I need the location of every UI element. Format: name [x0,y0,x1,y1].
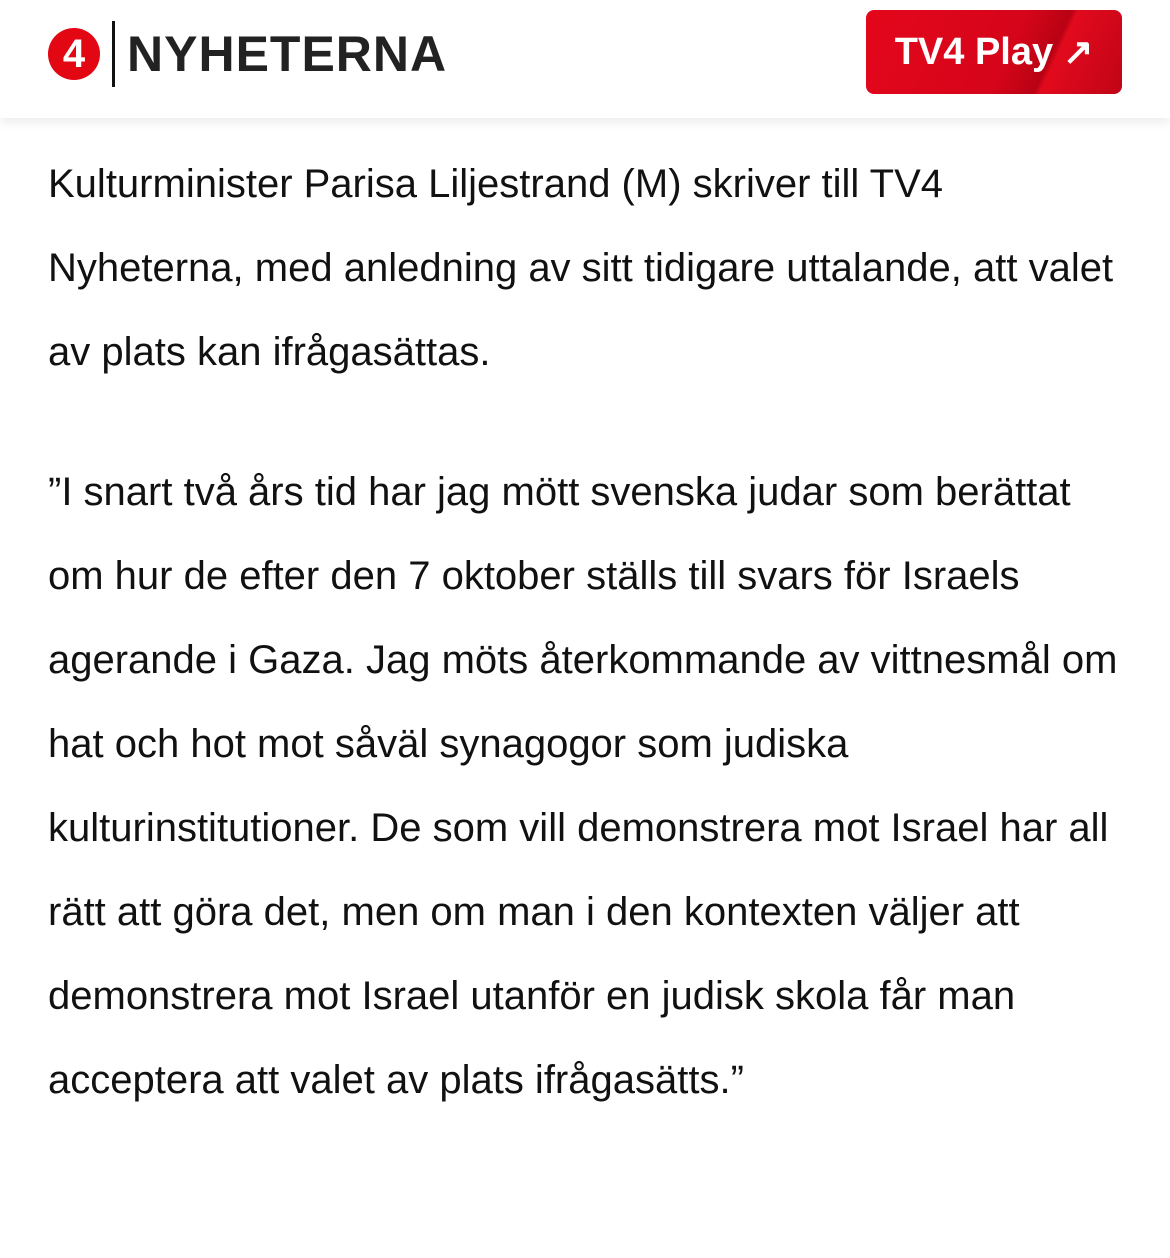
logo-divider [112,21,115,87]
tv4-logo-badge [48,28,100,80]
article-intro-paragraph: Kulturminister Parisa Liljestrand (M) skriver till TV4 Nyheterna, med anledning av sitt tidigare uttalande, att valet av plats kan ifrågasättas. [48,162,1114,374]
article-body [48,142,1128,1122]
arrow-up-right-icon: ↗ [1063,31,1094,72]
tv4-nyheterna-logo[interactable] [48,22,447,86]
brand-name: NYHETERNA [127,26,448,82]
logo-number: 4 [62,32,86,76]
site-header [0,0,1170,118]
tv4-play-button[interactable] [866,10,1122,94]
article-quote-paragraph: ”I snart två års tid har jag mött svenska judar som berättat om hur de efter den 7 oktober ställs till svars för Israels agerande i Gaza. Jag möts återkommande av vittnesmål om hat och hot mot såväl synagogor som judiska kulturinstitutioner. De som vill demonstrera mot Israel har all rätt att göra det, men om man i den kontexten väljer att demonstrera mot Israel utanför en judisk skola får man acceptera att valet av plats ifrågasätts.” [48,470,1118,1102]
play-button-label: TV4 Play [894,30,1054,73]
